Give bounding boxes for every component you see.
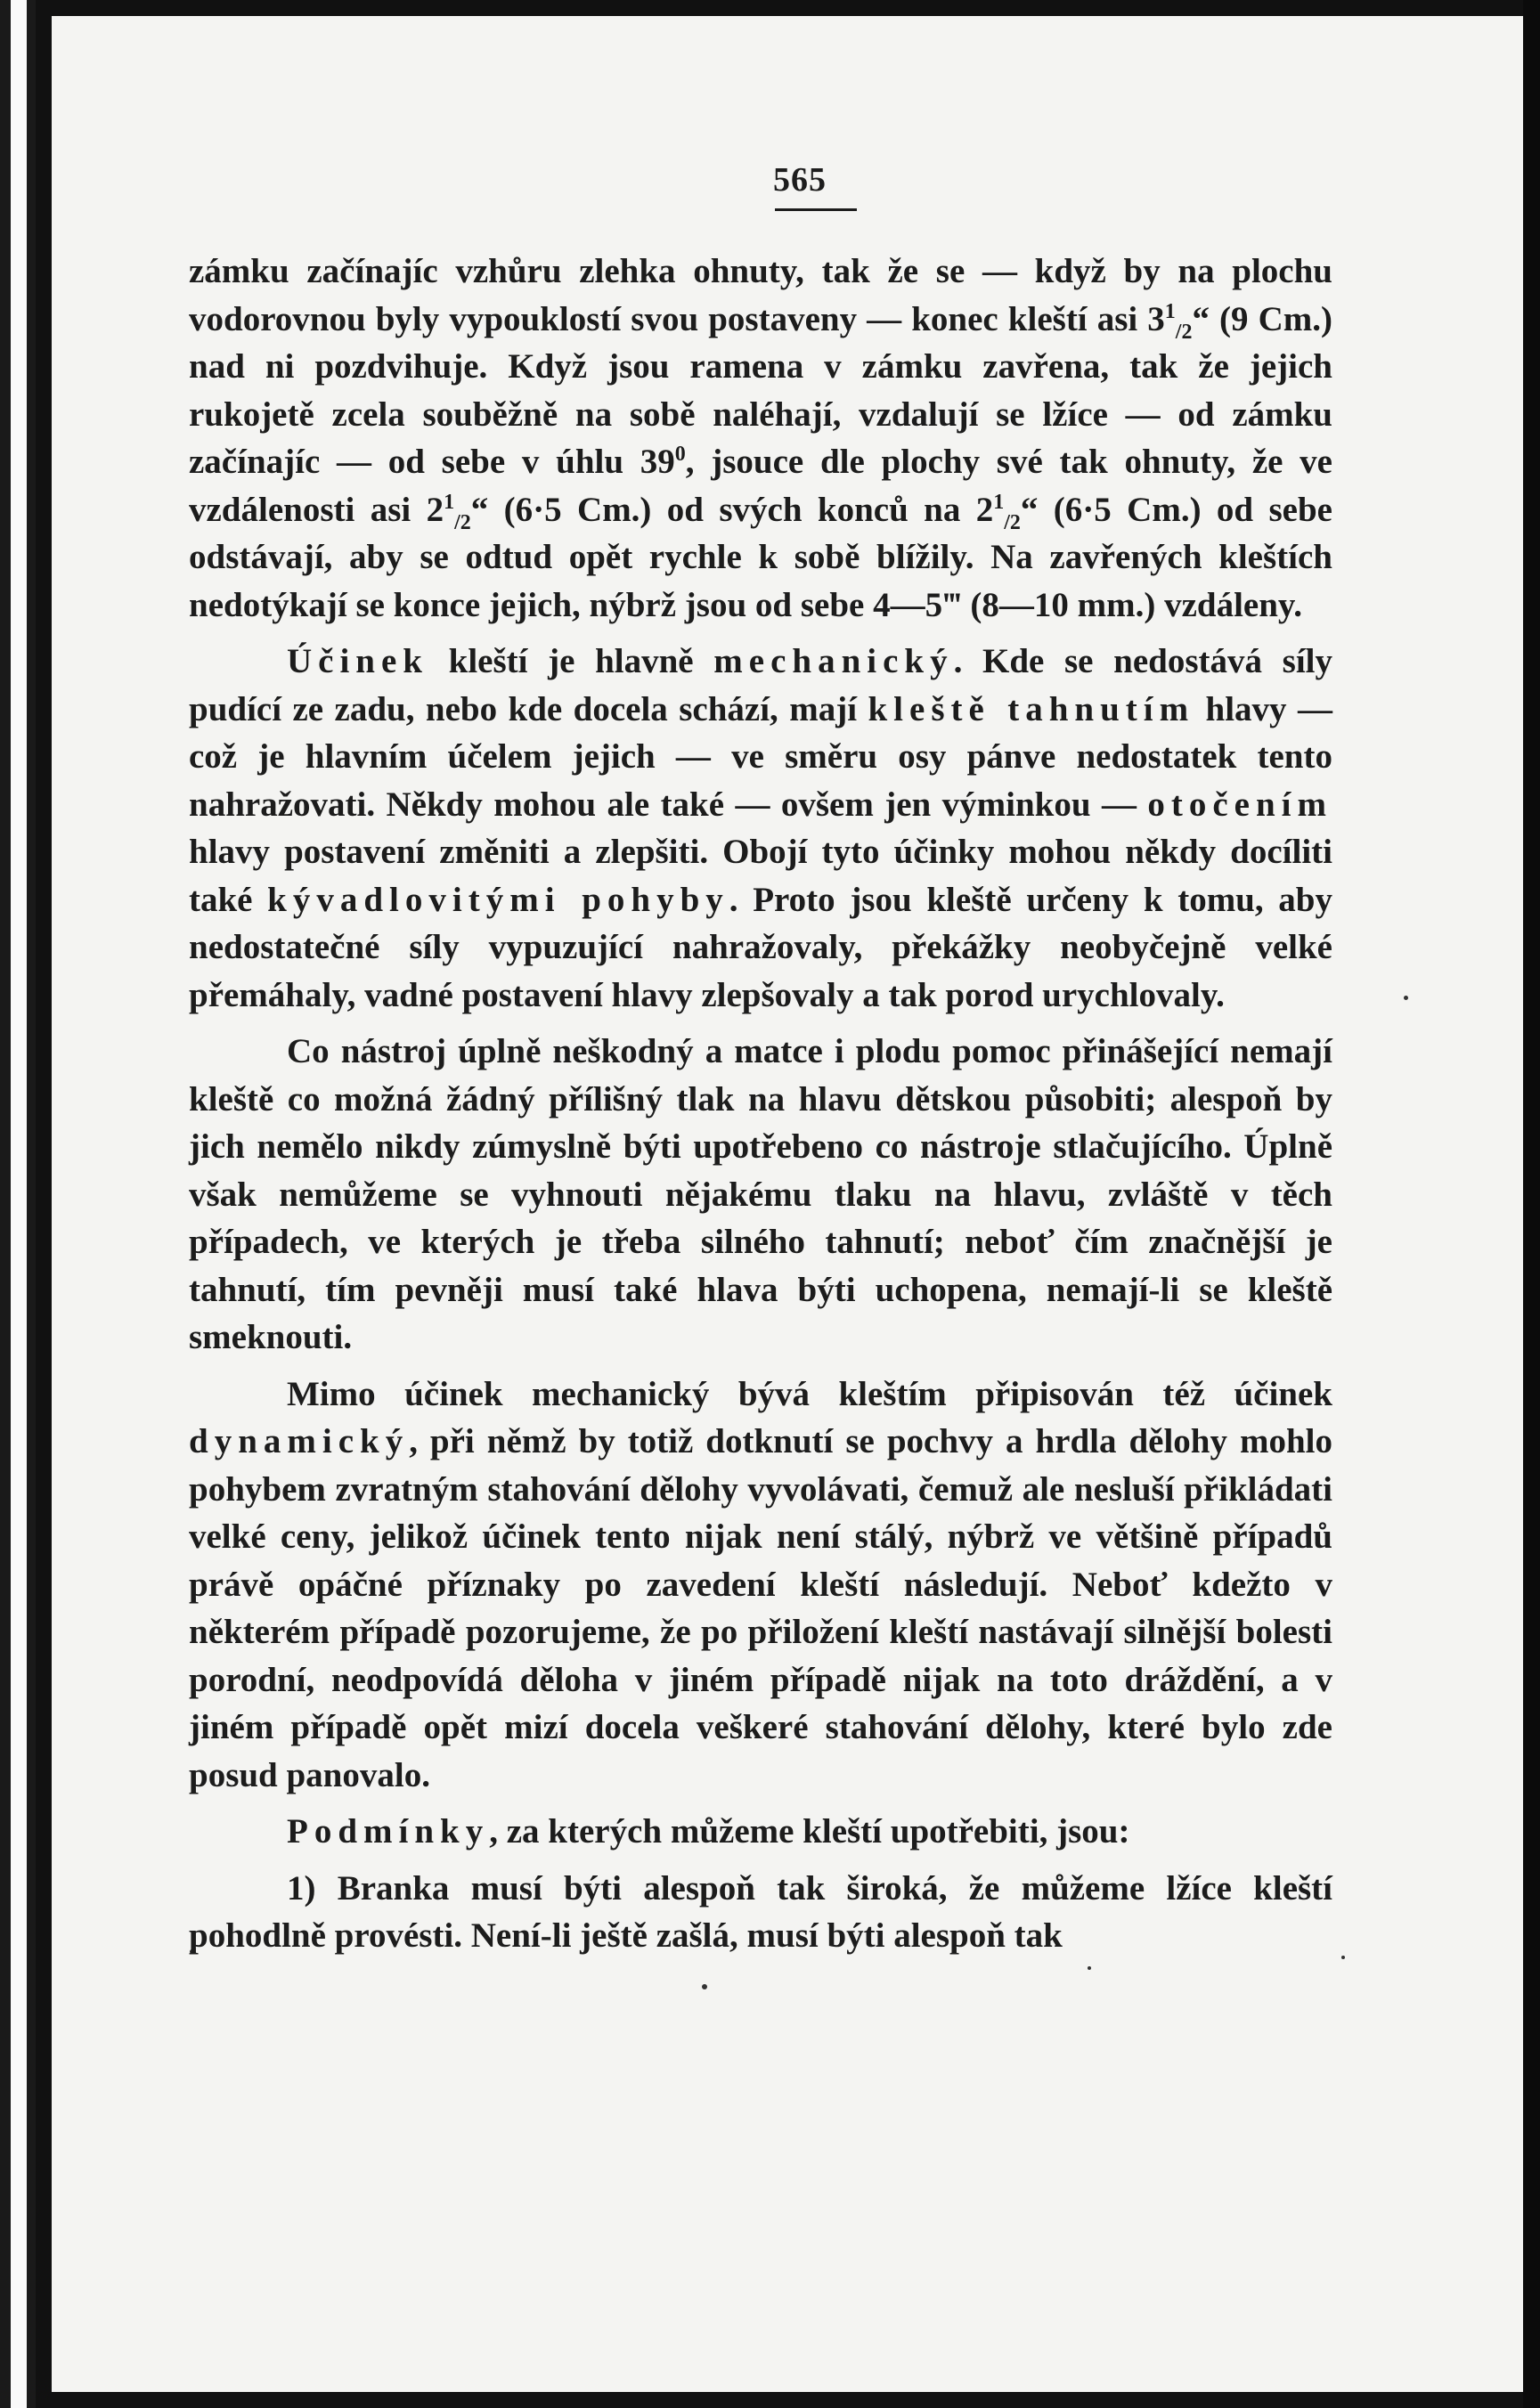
scan-left-edge (0, 0, 36, 2408)
speck-mark (1404, 996, 1408, 1000)
paragraph: Účinek kleští je hlavně mechanický. Kde se nedostává síly pudící ze zadu, nebo kde docela schází, mají kleště tahnutím hlavy — což je hlavním účelem jejich — ve směru osy pánve nedostatek tento nahražovati. Někdy mohou ale také — ovšem jen výminkou — otočením hlavy postavení změniti a zlepšiti. Obojí tyto účinky mohou někdy docíliti také kývadlovitými pohyby. Proto jsou kleště určeny k tomu, aby nedostatečné síly vypuzující nahražovaly, překážky neobyčejně velké přemáhaly, vadné postavení hlavy zlepšovaly a tak porod urychlovaly. (189, 642, 1332, 1014)
paragraph: Podmínky, za kterých můžeme kleští upotřebiti, jsou: (287, 1812, 1130, 1851)
page-number: 565 (773, 161, 827, 199)
body-text (189, 248, 1332, 1969)
speck-mark (702, 1984, 707, 1989)
paragraph: 1) Branka musí býti alespoň tak široká, že můžeme lžíce kleští pohodlně provésti. Není-li ještě zašlá, musí býti alespoň tak (189, 1868, 1332, 1955)
paragraph: Co nástroj úplně neškodný a matce i plodu pomoc přinášející nemají kleště co možná žádný přílišný tlak na hlavu dětskou působiti; alespoň by jich nemělo nikdy zúmyslně býti upotřebeno co nástroje stlačujícího. Úplně však nemůžeme se vyhnouti nějakému tlaku na hlavu, zvláště v těch případech, ve kterých je třeba silného tahnutí; neboť čím značnější je tahnutí, tím pevněji musí také hlava býti uchopena, nemají-li se kleště smeknouti. (189, 1032, 1332, 1356)
paragraph: Mimo účinek mechanický bývá kleštím připisován též účinek dynamický, při němž by totiž dotknutí se pochvy a hrdla dělohy mohlo pohybem zvratným stahování dělohy vyvolávati, čemuž ale nesluší přikládati velké ceny, jelikož účinek tento nijak není stálý, nýbrž ve většině případů právě opáčné příznaky po zavedení kleští následují. Neboť kdežto v některém případě pozorujeme, že po přiložení kleští nastávají silnější bolesti porodní, neodpovídá děloha v jiném případě nijak na toto dráždění, a v jiném případě opět mizí docela veškeré stahování dělohy, které bylo zde posud panovalo. (189, 1374, 1332, 1794)
page-number-rule (775, 208, 857, 211)
speck-mark (1341, 1956, 1345, 1959)
scan-right-edge (1523, 0, 1540, 2408)
paragraph: zámku začínajíc vzhůru zlehka ohnuty, tak že se — když by na plochu vodorovnou byly vypouklostí svou postaveny — konec kleští asi $3^1_{/2}“$ (9 Cm.) nad ni pozdvihuje. Když jsou ramena v zámku zavřena, tak že jejich rukojetě zcela souběžně na sobě naléhají, vzdalují se lžíce — od zámku začínajíc — od sebe v úhlu $39^0$, jsouce dle plochy své tak ohnuty, že ve vzdálenosti asi $2^1_{/2}“$ (6·5 Cm.) od svých konců na $2^1_{/2}“$ (6·5 Cm.) od sebe odstávají, aby se odtud opět rychle k sobě blížily. Na zavřených kleštích nedotýkají se konce jejich, nýbrž jsou od sebe 4—5‴ (8—10 mm.) vzdáleny. (189, 252, 1332, 624)
